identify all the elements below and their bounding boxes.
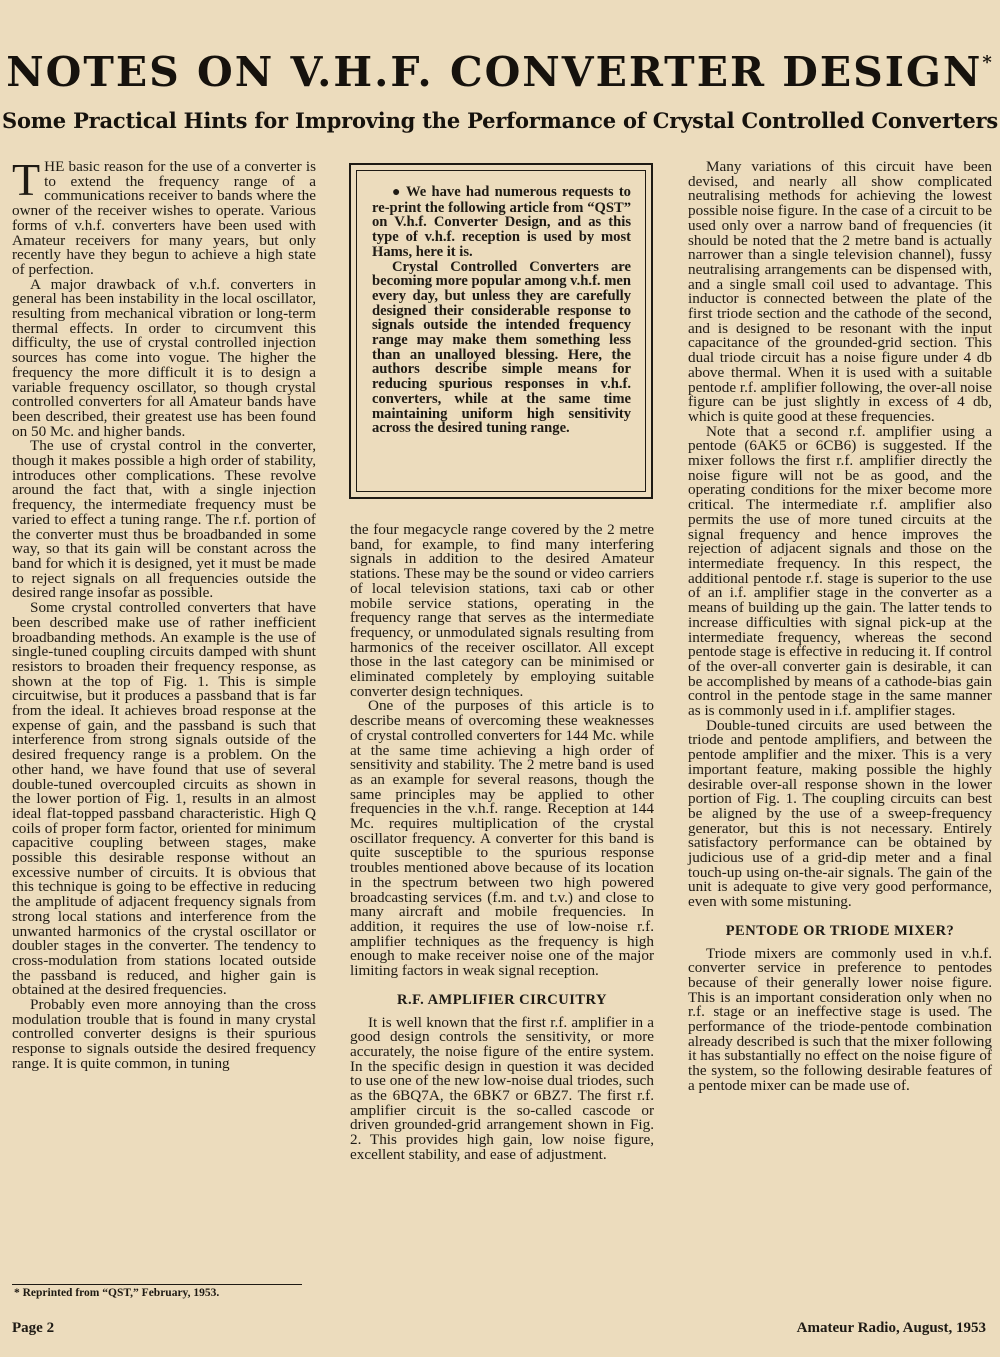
paragraph: Note that a second r.f. amplifier using a pentode (6AK5 or 6CB6) is suggested. If the mixer follows the first r.f. amplifier directly the noise figure will not be as good, and the operating conditions for the mixer become more critical. The intermediate r.f. amplifier also permits the use of more tuned circuits at the signal frequency and hence improves the rejection of adjacent signals and those on the intermediate frequency. In this respect, the additional pentode r.f. stage is superior to the use of an i.f. amplifier stage in the converter as a means of building up the gain. The latter tends to increase difficulties with signal pick-up at the intermediate frequency, whereas the second pentode stage is effective in reducing it. If control of the over-all converter gain is desirable, it can be accomplished by means of a cathode-bias gain control in the pentode stage in the same manner as is commonly used in i.f. amplifier stages. [688,422,992,720]
column-3 [688,160,992,1094]
paragraph: Some crystal controlled converters that have been described make use of rather inefficient broadbanding methods. An example is the use of single-tuned coupling circuits damped with shunt resistors to broaden their frequency response, as shown at the top of Fig. 1. This is simple circuitwise, but it produces a passband that is far from the ideal. It achieves broad response at the expense of gain, and the passband is such that interference from strong signals outside of the desired frequency range is a problem. On the other hand, we have found that use of several double-tuned overcoupled circuits as shown in the lower portion of Fig. 1, results in an almost ideal flat-topped passband characteristic. High Q coils of proper form factor, oriented for minimum capacitive coupling between stages, make possible this desirable response without an excessive number of circuits. It is obvious that this technique is going to be effective in reducing the amplitude of adjacent frequency signals from strong local stations and interference from the unwanted harmonics of the crystal oscillator or doubler stages in the converter. The tendency to cross-modulation from stations located outside the passband is reduced, and higher gain is obtained at the desired frequencies. [12,599,316,999]
paragraph: THE basic reason for the use of a converter is to extend the frequency range of a communications receiver to bands where the owner of the receiver wishes to operate. Various forms of v.h.f. converters have been used with Amateur receivers for many years, but only recently have they begun to achieve a high state of perfection. [12,154,316,278]
paragraph: the four megacycle range covered by the 2 metre band, for example, to find many interfering signals in addition to the desired Amateur stations. These may be the sound or video carriers of local television stations, taxi cab or other mobile service stations, operating in the frequency range that serves as the intermediate frequency, or unmodulated signals resulting from harmonics of the receiver oscillator. All except those in the last category can be minimised or eliminated completely by employing suitable converter design techniques. [350,521,654,700]
editorial-note-box [349,163,653,499]
footnote: * Reprinted from “QST,” February, 1953. [14,1287,220,1299]
bullet-icon: ● [392,185,403,200]
paragraph: It is well known that the first r.f. amplifier in a good design controls the sensitivity, or more accurately, the noise figure of the entire system. In the specific design in question it was decided to use one of the new low-noise dual triodes, such as the 6BQ7A, the 6BK7 or 6BZ7. The first r.f. amplifier circuit is the so-called cascode or driven grounded-grid arrangement shown in Fig. 2. This provides high gain, low noise figure, excellent stability, and ease of adjustment. [350,1013,654,1163]
article-title-text: NOTES ON V.H.F. CONVERTER DESIGN [6,48,983,96]
paragraph: One of the purposes of this article is to describe means of overcoming these weaknesses of crystal controlled converters for 144 Mc. while at the same time achieving a high order of sensitivity and stability. The 2 metre band is used as an example for several reasons, though the same principles may be applied to other frequencies in the v.h.f. range. Reception at 144 Mc. requires multiplication of the crystal oscillator frequency. A converter for this band is quite susceptible to the spurious response troubles mentioned above because of its location in the spectrum between two high powered broadcasting services (f.m. and t.v.) and close to many aircraft and mobile frequencies. In addition, it requires the use of low-noise r.f. amplifier techniques as the frequency is high enough to make receiver noise one of the major limiting factors in weak signal reception. [350,697,654,980]
paragraph: Probably even more annoying than the cross modulation trouble that is found in many crystal controlled converter designs is their spurious response to signals outside the desired frequency range. It is quite common, in tuning [12,996,316,1072]
article-title [0,48,1000,96]
drop-cap: T [12,154,41,205]
page-number: Page 2 [12,1320,55,1336]
editorial-note-paragraph: ● We have had numerous requests to re-print the following article from “QST” on V.h.f. Converter Design, and as this type of v.h.f. reception is used by most Hams, here it is. [372,184,631,260]
section-heading: R.F. AMPLIFIER CIRCUITRY [397,991,607,1008]
paragraph: Many variations of this circuit have been devised, and nearly all show complicated neutralising methods for achieving the lowest possible noise figure. In the case of a circuit to be used only over a narrow band of frequencies (it should be noted that the 2 metre band is actually narrower than a single television channel), fussy neutralising arrangements can be dispensed with, and a single small coil used to advantage. This inductor is connected between the plate of the first triode section and the cathode of the second, and is designed to be resonant with the input capacitance of the grounded-grid section. This dual triode circuit has a noise figure under 4 db above thermal. When it is used with a suitable pentode r.f. amplifier following, the over-all noise figure can be just slightly in excess of 4 db, which is quite good at these frequencies. [688,158,992,425]
publication-info: Amateur Radio, August, 1953 [796,1320,986,1336]
footnote-divider [12,1284,302,1285]
section-heading: PENTODE OR TRIODE MIXER? [725,922,955,939]
editorial-note-paragraph: Crystal Controlled Converters are becoming more popular among v.h.f. men every day, but unless they are carefully designed their considerable response to signals outside the intended frequency range may make them something less than an unalloyed blessing. Here, the authors describe simple means for reducing spurious responses in v.h.f. converters, while at the same time maintaining uniform high sensitivity across the desired tuning range. [372,258,631,437]
title-footnote-mark: * [982,52,994,73]
article-subtitle: Some Practical Hints for Improving the Performance of Crystal Controlled Converters [2,108,998,133]
column-2 [350,523,654,1163]
paragraph: The use of crystal control in the converter, though it makes possible a high order of stability, introduces other complications. These revolve around the fact that, with a single injection frequency, the intermediate frequency must be varied to effect a tuning range. The r.f. portion of the converter must thus be broadbanded in some way, so that its gain will be constant across the band for which it is designed, yet it must be made to reject signals on all frequencies outside the desired range insofar as possible. [12,437,316,602]
paragraph: Double-tuned circuits are used between the triode and pentode amplifiers, and between the pentode amplifier and the mixer. This is a very important feature, making possible the highly desirable over-all response shown in the lower portion of Fig. 1. The coupling circuits can best be aligned by the use of a sweep-frequency generator, but this is not necessary. Entirely satisfactory performance can be obtained by judicious use of a grid-dip meter and a final touch-up using on-the-air signals. The gain of the unit is adequate to give very good performance, even with some mistuning. [688,716,992,911]
editorial-note-inner [356,170,646,492]
paragraph: A major drawback of v.h.f. converters in general has been instability in the local oscillator, resulting from mechanical vibration or long-term thermal effects. In order to circumvent this difficulty, the use of crystal controlled injection sources has come into vogue. The higher the frequency the more difficult it is to design a variable frequency oscillator, so though crystal controlled converters for all Amateur bands have been described, their greatest use has been found on 50 Mc. and higher bands. [12,275,316,440]
column-1 [12,154,316,1072]
paragraph: Triode mixers are commonly used in v.h.f. converter service in preference to pentodes because of their generally lower noise figure. This is an important consideration only when no r.f. stage or an ineffective stage is used. The performance of the triode-pentode combination already described is such that the mixer following it has substantially no effect on the noise figure of the system, so the following desirable features of a pentode mixer can be made use of. [688,944,992,1094]
